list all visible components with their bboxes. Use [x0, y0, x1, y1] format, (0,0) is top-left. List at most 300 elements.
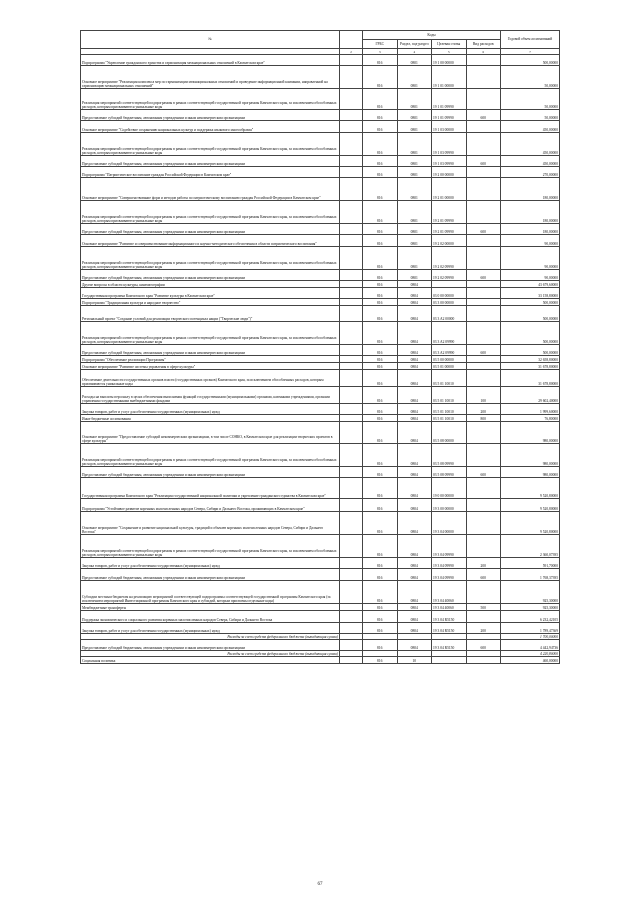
row-sum-cell: 180,00000 — [501, 201, 560, 224]
row-sum-cell: 2 360,07395 — [501, 535, 560, 558]
row-number-cell — [340, 657, 363, 664]
row-vid-cell — [466, 89, 501, 110]
row-cel-cell: 19 1 03 00000 — [432, 121, 467, 133]
row-razdel-cell: 0804 — [397, 604, 432, 611]
row-name-cell: Реализация мероприятий соответствующей подпрограммы в рамках соответствующей государственной программы Камчатского края, за исключением обособленных расходов, которым присваиваются уникальные коды — [81, 322, 340, 345]
row-name-cell: Подпрограмма "Обеспечение реализации Программы" — [81, 356, 340, 363]
row-cel-cell: 19 3 04 R5150 — [432, 623, 467, 634]
index-cell: 4 — [397, 49, 432, 55]
table-row — [81, 499, 560, 512]
row-cel-cell: 03 0 00 00000 — [432, 288, 467, 299]
row-vid-cell: 200 — [466, 404, 501, 415]
row-name-cell: Реализация мероприятий соответствующей подпрограммы в рамках соответствующей государственной программы Камчатского края, за исключением обособленных расходов, которым присваиваются уникальные коды — [81, 133, 340, 156]
row-grbs-cell: 816 — [363, 512, 398, 535]
row-razdel-cell: 0804 — [397, 363, 432, 370]
row-razdel-cell: 0801 — [397, 55, 432, 66]
row-number-cell — [340, 499, 363, 512]
row-number-cell — [340, 387, 363, 404]
row-grbs-cell: 816 — [363, 404, 398, 415]
row-sum-cell: 9 520,80000 — [501, 499, 560, 512]
row-razdel-cell: 0804 — [397, 623, 432, 634]
row-cel-cell: 03 5 08 00000 — [432, 422, 467, 444]
row-cel-cell: 19 2 01 09990 — [432, 224, 467, 235]
row-sum-cell: 180,00000 — [501, 178, 560, 201]
table-row — [81, 404, 560, 415]
row-grbs-cell: 816 — [363, 89, 398, 110]
table-row — [81, 444, 560, 467]
row-vid-cell — [466, 478, 501, 499]
table-row — [81, 569, 560, 581]
row-vid-cell: 500 — [466, 604, 501, 611]
row-grbs-cell: 816 — [363, 370, 398, 387]
row-grbs-cell: 816 — [363, 499, 398, 512]
row-cel-cell: 19 3 04 40060 — [432, 604, 467, 611]
table-row — [81, 299, 560, 306]
index-cell: 6 — [466, 49, 501, 55]
row-vid-cell: 600 — [466, 345, 501, 356]
row-number-cell — [340, 66, 363, 89]
row-razdel-cell: 0804 — [397, 306, 432, 322]
row-grbs-cell: 816 — [363, 444, 398, 467]
row-name-cell: Межбюджетные трансферты — [81, 604, 340, 611]
row-razdel-cell: 0801 — [397, 235, 432, 247]
index-cell: 2 — [340, 49, 363, 55]
row-sum-cell: 460,00000 — [501, 657, 560, 664]
row-vid-cell — [466, 512, 501, 535]
row-grbs-cell: 816 — [363, 110, 398, 121]
row-razdel-cell: 0804 — [397, 387, 432, 404]
row-number-cell — [340, 604, 363, 611]
row-razdel-cell: 0804 — [397, 356, 432, 363]
row-sum-cell: 90,00000 — [501, 235, 560, 247]
row-grbs-cell: 816 — [363, 288, 398, 299]
table-row — [81, 66, 560, 89]
row-razdel-cell: 0804 — [397, 478, 432, 499]
row-vid-cell: 100 — [466, 387, 501, 404]
row-name-cell: Реализация мероприятий соответствующей подпрограммы в рамках соответствующей государственной программы Камчатского края, за исключением обособленных расходов, которым присваиваются уникальные коды — [81, 444, 340, 467]
row-cel-cell: 03 3 A2 00000 — [432, 306, 467, 322]
row-vid-cell — [466, 167, 501, 178]
row-grbs-cell: 816 — [363, 478, 398, 499]
row-name-cell: Предоставление субсидий бюджетным, автономным учреждениям и иным некоммерческим организациям — [81, 110, 340, 121]
row-number-cell — [340, 404, 363, 415]
table-row — [81, 623, 560, 634]
row-vid-cell — [466, 133, 501, 156]
row-razdel-cell: 0804 — [397, 322, 432, 345]
row-grbs-cell: 816 — [363, 345, 398, 356]
row-vid-cell: 600 — [466, 270, 501, 281]
row-name-cell: Предоставление субсидий бюджетным, автономным учреждениям и иным некоммерческим организациям — [81, 270, 340, 281]
row-razdel-cell: 0804 — [397, 422, 432, 444]
row-sum-cell: 500,00000 — [501, 299, 560, 306]
row-sum-cell: 4 442,94736 — [501, 640, 560, 651]
row-number-cell — [340, 201, 363, 224]
table-row — [81, 110, 560, 121]
row-number-cell — [340, 581, 363, 604]
row-number-cell — [340, 224, 363, 235]
row-name-cell: Основное мероприятие "Реализация комплекса мер по гармонизации межнациональных отношений и проведение информационной кампании, направленной на гармонизацию межнациональных отношений" — [81, 66, 340, 89]
row-number-cell — [340, 235, 363, 247]
row-cel-cell: 03 5 01 10010 — [432, 404, 467, 415]
row-grbs-cell: 816 — [363, 133, 398, 156]
page-number: 67 — [317, 882, 323, 887]
row-razdel-cell: 0801 — [397, 167, 432, 178]
row-number-cell — [340, 167, 363, 178]
row-grbs-cell: 816 — [363, 322, 398, 345]
table-row — [81, 478, 560, 499]
row-razdel-cell: 0804 — [397, 499, 432, 512]
row-vid-cell — [466, 201, 501, 224]
table-row — [81, 178, 560, 201]
row-sum-cell: 90,00000 — [501, 247, 560, 270]
row-vid-cell: 600 — [466, 640, 501, 651]
row-number-cell — [340, 535, 363, 558]
row-name-cell: Предоставление субсидий бюджетным, автономным учреждениям и иным некоммерческим организациям — [81, 345, 340, 356]
row-cel-cell: 03 5 01 10010 — [432, 370, 467, 387]
budget-table — [80, 30, 560, 664]
row-number-cell — [340, 512, 363, 535]
row-sum-cell: 29 602,40000 — [501, 387, 560, 404]
index-cell: 5 — [432, 49, 467, 55]
row-razdel-cell: 0804 — [397, 640, 432, 651]
row-name-cell: Закупка товаров, работ и услуг для обеспечения государственных (муниципальных) нужд — [81, 558, 340, 569]
row-razdel-cell: 0801 — [397, 133, 432, 156]
row-grbs-cell: 816 — [363, 604, 398, 611]
row-vid-cell: 600 — [466, 110, 501, 121]
row-sum-cell: 925,30000 — [501, 604, 560, 611]
row-cel-cell — [432, 657, 467, 664]
row-cel-cell: 19 0 00 00000 — [432, 478, 467, 499]
table-row — [81, 370, 560, 387]
row-sum-cell: 1 768,37395 — [501, 569, 560, 581]
row-sum-cell: 50,00000 — [501, 89, 560, 110]
row-sum-cell: 50,00000 — [501, 66, 560, 89]
row-razdel-cell: 0801 — [397, 201, 432, 224]
row-cel-cell: 19 1 03 09990 — [432, 156, 467, 167]
row-number-cell — [340, 299, 363, 306]
row-vid-cell: 600 — [466, 467, 501, 478]
row-cel-cell: 19 3 04 09990 — [432, 535, 467, 558]
row-sum-cell: 1 789,47369 — [501, 623, 560, 634]
table-row — [81, 224, 560, 235]
row-grbs-cell: 816 — [363, 55, 398, 66]
row-grbs-cell: 816 — [363, 66, 398, 89]
row-sum-cell: 925,30000 — [501, 581, 560, 604]
row-razdel-cell: 0801 — [397, 224, 432, 235]
row-vid-cell — [466, 535, 501, 558]
row-grbs-cell: 816 — [363, 270, 398, 281]
row-grbs-cell: 816 — [363, 356, 398, 363]
row-sum-cell: 980,00000 — [501, 444, 560, 467]
table-row — [81, 345, 560, 356]
row-number-cell — [340, 247, 363, 270]
row-name-cell: Предоставление субсидий бюджетным, автономным учреждениям и иным некоммерческим организациям — [81, 224, 340, 235]
row-cel-cell: 03 5 08 09990 — [432, 444, 467, 467]
row-grbs-cell: 816 — [363, 235, 398, 247]
row-cel-cell: 19 2 01 09990 — [432, 201, 467, 224]
row-razdel-cell: 0801 — [397, 110, 432, 121]
row-grbs-cell: 816 — [363, 415, 398, 422]
row-grbs-cell: 816 — [363, 657, 398, 664]
row-grbs-cell: 816 — [363, 422, 398, 444]
row-number-cell — [340, 363, 363, 370]
row-cel-cell: 19 3 04 R5150 — [432, 611, 467, 623]
row-grbs-cell: 816 — [363, 121, 398, 133]
row-razdel-cell: 10 — [397, 657, 432, 664]
row-grbs-cell: 816 — [363, 178, 398, 201]
row-razdel-cell: 0804 — [397, 611, 432, 623]
row-razdel-cell: 0804 — [397, 288, 432, 299]
index-cell: 7 — [501, 49, 560, 55]
row-razdel-cell: 0804 — [397, 370, 432, 387]
table-row — [81, 467, 560, 478]
row-vid-cell: 800 — [466, 415, 501, 422]
row-cel-cell: 03 5 01 10010 — [432, 387, 467, 404]
row-sum-cell: 450,00000 — [501, 121, 560, 133]
row-number-cell — [340, 415, 363, 422]
budget-table-page — [80, 30, 560, 664]
header-empty — [340, 31, 363, 49]
row-razdel-cell: 0804 — [397, 444, 432, 467]
row-number-cell — [340, 569, 363, 581]
row-razdel-cell: 0804 — [397, 535, 432, 558]
row-vid-cell — [466, 299, 501, 306]
row-cel-cell: 19 3 04 00000 — [432, 512, 467, 535]
row-name-cell: Государственная программа Камчатского края "Развитие культуры в Камчатском крае" — [81, 288, 340, 299]
row-sum-cell: 500,00000 — [501, 306, 560, 322]
row-cel-cell: 19 3 04 R5150 — [432, 640, 467, 651]
row-vid-cell — [466, 499, 501, 512]
row-vid-cell — [466, 444, 501, 467]
row-grbs-cell: 816 — [363, 611, 398, 623]
row-vid-cell: 200 — [466, 623, 501, 634]
row-grbs-cell: 816 — [363, 569, 398, 581]
header-sum: Годовой объем ассигнований — [501, 31, 560, 49]
row-vid-cell — [466, 363, 501, 370]
table-row — [81, 201, 560, 224]
row-cel-cell: 19 1 01 09990 — [432, 89, 467, 110]
row-sum-cell: 270,00000 — [501, 167, 560, 178]
row-name-cell: Подпрограмма "Патриотическое воспитание граждан Российской Федерации в Камчатском крае" — [81, 167, 340, 178]
index-cell: 3 — [363, 49, 398, 55]
table-body — [81, 55, 560, 664]
row-number-cell — [340, 281, 363, 288]
row-cel-cell: 19 1 01 00000 — [432, 66, 467, 89]
table-row — [81, 604, 560, 611]
table-row — [81, 640, 560, 651]
row-sum-cell: 1 999,60000 — [501, 404, 560, 415]
table-row — [81, 322, 560, 345]
row-number-cell — [340, 370, 363, 387]
table-row — [81, 281, 560, 288]
row-cel-cell: 19 1 03 09990 — [432, 133, 467, 156]
row-name-cell: Закупка товаров, работ и услуг для обеспечения государственных (муниципальных) нужд — [81, 404, 340, 415]
row-number-cell — [340, 156, 363, 167]
table-row — [81, 247, 560, 270]
row-number-cell — [340, 121, 363, 133]
row-grbs-cell: 816 — [363, 156, 398, 167]
row-name-cell: Основное мероприятие "Предоставление субсидий некоммерческим организациям, в том числе СОНКО, в Камчатском крае для реализации творческих проектов в сфере культуры" — [81, 422, 340, 444]
row-grbs-cell: 816 — [363, 299, 398, 306]
row-number-cell — [340, 178, 363, 201]
table-row — [81, 581, 560, 604]
table-row — [81, 306, 560, 322]
row-sum-cell: 1 700,00000 — [501, 634, 560, 640]
table-row — [81, 415, 560, 422]
row-cel-cell: 03 5 08 09990 — [432, 467, 467, 478]
row-vid-cell — [466, 121, 501, 133]
row-name-cell: Расходы на выплаты персоналу в целях обеспечения выполнения функций государственными (муниципальными) органами, казенными учреждениями, органами управления государственными внебюджетными фондами — [81, 387, 340, 404]
row-sum-cell: 500,00000 — [501, 322, 560, 345]
row-cel-cell: 19 2 02 09990 — [432, 247, 467, 270]
row-razdel-cell: 0801 — [397, 89, 432, 110]
row-name-cell: Обеспечение деятельности государственных органов власти (государственных органов) Камчатского края, за исключением обособленных расходов, которым присваиваются уникальные коды — [81, 370, 340, 387]
row-vid-cell: 600 — [466, 156, 501, 167]
row-number-cell — [340, 356, 363, 363]
row-vid-cell — [466, 657, 501, 664]
row-name-cell: Основное мероприятие "Развитие и совершенствование информационного и научно-методического обеспечения в области патриотического воспитания" — [81, 235, 340, 247]
row-number-cell — [340, 558, 363, 569]
row-name-cell: Государственная программа Камчатского края "Реализация государственной национальной политики и укрепление гражданского единства в Камчатском крае" — [81, 478, 340, 499]
row-name-cell: Реализация мероприятий соответствующей подпрограммы в рамках соответствующей государственной программы Камчатского края, за исключением обособленных расходов, которым присваиваются уникальные коды — [81, 535, 340, 558]
row-vid-cell — [466, 281, 501, 288]
row-razdel-cell: 0801 — [397, 66, 432, 89]
row-sum-cell: 31 678,80000 — [501, 363, 560, 370]
row-razdel-cell: 0804 — [397, 467, 432, 478]
header-vid: Вид расходов — [466, 40, 501, 49]
row-cel-cell — [432, 281, 467, 288]
row-razdel-cell: 0801 — [397, 270, 432, 281]
row-vid-cell — [466, 322, 501, 345]
row-sum-cell: 450,00000 — [501, 156, 560, 167]
row-grbs-cell: 816 — [363, 224, 398, 235]
row-razdel-cell: 0804 — [397, 569, 432, 581]
row-grbs-cell: 816 — [363, 623, 398, 634]
row-vid-cell — [466, 178, 501, 201]
row-cel-cell: 19 2 02 09990 — [432, 270, 467, 281]
table-row — [81, 55, 560, 66]
table-row — [81, 387, 560, 404]
table-row — [81, 288, 560, 299]
table-row — [81, 235, 560, 247]
row-number-cell — [340, 345, 363, 356]
row-name-cell: Предоставление субсидий бюджетным, автономным учреждениям и иным некоммерческим организациям — [81, 156, 340, 167]
row-sum-cell: 31 678,80000 — [501, 370, 560, 387]
row-number-cell — [340, 444, 363, 467]
table-row — [81, 356, 560, 363]
row-cel-cell: 19 3 04 09990 — [432, 569, 467, 581]
row-razdel-cell: 0801 — [397, 156, 432, 167]
row-sum-cell: 980,00000 — [501, 467, 560, 478]
row-grbs-cell: 816 — [363, 640, 398, 651]
row-sum-cell: 9 520,80000 — [501, 512, 560, 535]
row-grbs-cell: 816 — [363, 201, 398, 224]
table-row — [81, 121, 560, 133]
row-number-cell — [340, 467, 363, 478]
row-name-cell: Расходы за счет средств федерального бюджета (выпадающая сумма) — [81, 634, 340, 640]
row-number-cell — [340, 611, 363, 623]
row-name-cell: Поддержка экономического и социального развития коренных малочисленных народов Севера, Сибири и Дальнего Востока — [81, 611, 340, 623]
row-grbs-cell: 816 — [363, 387, 398, 404]
row-sum-cell: 980,00000 — [501, 422, 560, 444]
row-vid-cell — [466, 422, 501, 444]
row-name-cell: Региональный проект "Создание условий для реализации творческого потенциала нации ("Творческие люди")" — [81, 306, 340, 322]
row-vid-cell: 600 — [466, 224, 501, 235]
row-number-cell — [340, 623, 363, 634]
row-grbs-cell: 816 — [363, 535, 398, 558]
row-sum-cell: 180,00000 — [501, 224, 560, 235]
row-razdel-cell: 0801 — [397, 178, 432, 201]
row-name-cell: Предоставление субсидий бюджетным, автономным учреждениям и иным некоммерческим организациям — [81, 569, 340, 581]
row-vid-cell — [466, 581, 501, 604]
table-row — [81, 558, 560, 569]
row-grbs-cell: 816 — [363, 363, 398, 370]
row-sum-cell: 591,70000 — [501, 558, 560, 569]
row-number-cell — [340, 422, 363, 444]
row-razdel-cell: 0804 — [397, 512, 432, 535]
row-vid-cell — [466, 247, 501, 270]
row-number-cell — [340, 110, 363, 121]
header-cel: Целевая статья — [432, 40, 467, 49]
header-number: № — [81, 31, 340, 49]
row-grbs-cell: 816 — [363, 306, 398, 322]
row-grbs-cell: 816 — [363, 558, 398, 569]
row-grbs-cell: 816 — [363, 247, 398, 270]
row-name-cell: Другие вопросы в области культуры, кинематографии — [81, 281, 340, 288]
row-name-cell: Реализация мероприятий соответствующей подпрограммы в рамках соответствующей государственной программы Камчатского края, за исключением обособленных расходов, которым присваиваются уникальные коды — [81, 89, 340, 110]
row-sum-cell: 32 658,80000 — [501, 356, 560, 363]
row-cel-cell: 19 3 04 40060 — [432, 581, 467, 604]
header-codes: Коды — [363, 31, 501, 40]
row-sum-cell: 43 679,60000 — [501, 281, 560, 288]
row-cel-cell: 19 2 00 00000 — [432, 167, 467, 178]
row-sum-cell: 4 220,80000 — [501, 651, 560, 657]
row-name-cell: Основное мероприятие "Содействие сохранению национальных культур и поддержка языкового многообразия" — [81, 121, 340, 133]
row-vid-cell — [466, 611, 501, 623]
row-name-cell: Основное мероприятие "Совершенствование форм и методов работы по патриотическому воспитанию граждан Российской Федерации в Камчатском крае" — [81, 178, 340, 201]
row-cel-cell: 03 5 00 00000 — [432, 356, 467, 363]
row-vid-cell — [466, 55, 501, 66]
row-razdel-cell: 0804 — [397, 558, 432, 569]
row-razdel-cell: 0804 — [397, 299, 432, 306]
row-cel-cell: 19 1 01 09990 — [432, 110, 467, 121]
table-row — [81, 422, 560, 444]
row-name-cell: Закупка товаров, работ и услуг для обеспечения государственных (муниципальных) нужд — [81, 623, 340, 634]
row-number-cell — [340, 288, 363, 299]
row-name-cell: Подпрограмма "Укрепление гражданского единства и гармонизация межнациональных отношений в Камчатском крае" — [81, 55, 340, 66]
row-cel-cell: 03 3 A2 09990 — [432, 345, 467, 356]
row-name-cell: Иные бюджетные ассигнования — [81, 415, 340, 422]
row-name-cell: Реализация мероприятий соответствующей подпрограммы в рамках соответствующей государственной программы Камчатского края, за исключением обособленных расходов, которым присваиваются уникальные коды — [81, 201, 340, 224]
row-number-cell — [340, 133, 363, 156]
row-cel-cell: 03 3 00 00000 — [432, 299, 467, 306]
row-name-cell: Социальная политика — [81, 657, 340, 664]
row-number-cell — [340, 89, 363, 110]
row-vid-cell — [466, 306, 501, 322]
row-number-cell — [340, 270, 363, 281]
row-name-cell: Реализация мероприятий соответствующей подпрограммы в рамках соответствующей государственной программы Камчатского края, за исключением обособленных расходов, которым присваиваются уникальные коды — [81, 247, 340, 270]
row-cel-cell: 19 2 02 00000 — [432, 235, 467, 247]
header-grbs: ГРБС — [363, 40, 398, 49]
table-row — [81, 535, 560, 558]
row-name-cell: Предоставление субсидий бюджетным, автономным учреждениям и иным некоммерческим организациям — [81, 640, 340, 651]
row-grbs-cell: 816 — [363, 167, 398, 178]
row-vid-cell: 600 — [466, 569, 501, 581]
table-row — [81, 133, 560, 156]
row-cel-cell: 19 3 00 00000 — [432, 499, 467, 512]
row-number-cell — [340, 640, 363, 651]
row-grbs-cell: 816 — [363, 467, 398, 478]
